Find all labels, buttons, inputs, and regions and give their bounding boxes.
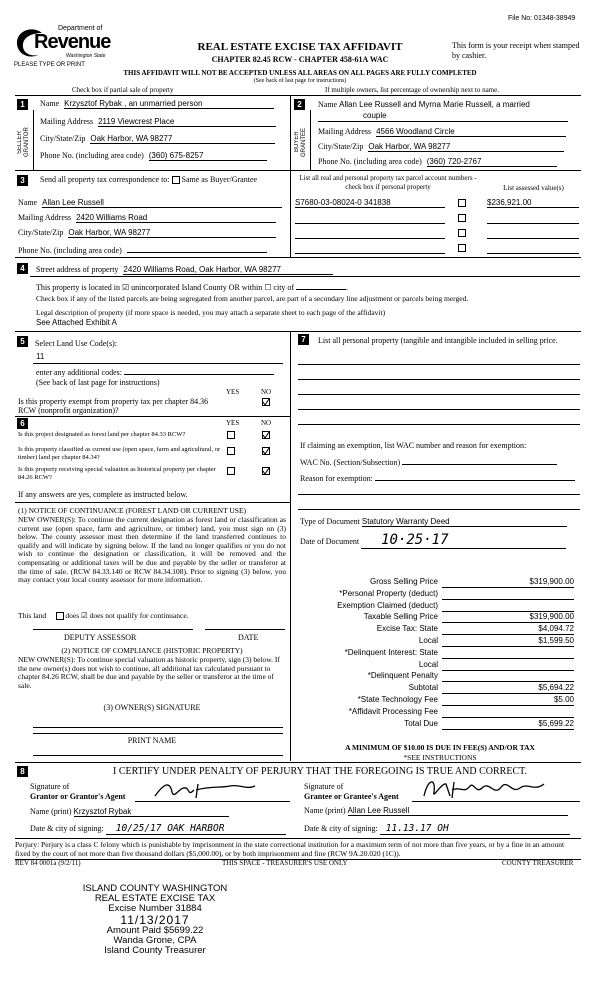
section-1-badge: 1 bbox=[17, 99, 28, 110]
section-3-badge: 3 bbox=[17, 175, 28, 186]
land-use-code[interactable]: 11 bbox=[36, 352, 45, 361]
seller-label: SELLER GRANTOR bbox=[17, 127, 30, 157]
totals-value[interactable]: $319,900.00 bbox=[442, 612, 574, 623]
same-as-buyer-checkbox[interactable] bbox=[172, 176, 180, 184]
grantor-print-name[interactable]: Krzysztof Rybak bbox=[74, 807, 229, 817]
assessed-value-field[interactable]: $236,921.00 bbox=[487, 198, 579, 208]
buyer-label: BUYER GRANTEE bbox=[294, 127, 307, 157]
section-8-badge: 8 bbox=[17, 766, 28, 777]
legal-description-label: Legal description of property (if more space is needed, you may attach a separate sheet to each page of the affidavit) bbox=[36, 308, 386, 317]
totals-value[interactable] bbox=[442, 589, 574, 600]
section-2-badge: 2 bbox=[294, 99, 305, 110]
form-chapter: CHAPTER 82.45 RCW - CHAPTER 458-61A WAC bbox=[211, 55, 389, 64]
buyer-name-field[interactable]: Allan Lee Russell and Myrna Marie Russell, a married bbox=[339, 100, 530, 109]
additional-codes-field[interactable] bbox=[124, 366, 274, 375]
totals-value[interactable] bbox=[442, 671, 574, 682]
grantor-date-city[interactable]: 10/25/17 OAK HARBOR bbox=[106, 823, 286, 835]
corr-name-field[interactable]: Allan Lee Russell bbox=[42, 198, 282, 208]
totals-label: *State Technology Fee bbox=[357, 695, 438, 704]
seller-name-field[interactable]: Krzysztof Rybak , an unmarried person bbox=[64, 99, 274, 109]
totals-value[interactable] bbox=[442, 660, 574, 671]
grantee-date-city[interactable]: 11.13.17 OH bbox=[380, 823, 570, 835]
seller-phone-field[interactable]: (360) 675-8257 bbox=[149, 151, 267, 161]
seller-name-row: Name Krzysztof Rybak , an unmarried person bbox=[40, 99, 285, 109]
partial-sale[interactable]: Check box if partial sale of property bbox=[72, 86, 174, 94]
notice-continuance-body: NEW OWNER(S): To continue the current designation as forest land or classification as current use (open space, farm and agriculture, or timber) land, you must sign on (3) below. The county assessor must then determine if the land transferred continues to qualify and will indicate by signing below. If the land no longer qualifies or you do not wish to continue the designation or classification, it will be removed and the compensating or additional taxes will be due and payable by the seller or transferor at the time of sale. (RCW 84.33.140 or RCW 84.34.108). Prior to signing (3) below, you may contact your local county assessor for more information. bbox=[18, 515, 286, 585]
dor-logo: Department of Revenue Washington State bbox=[14, 25, 124, 63]
corr-city-field[interactable]: Oak Harbor, WA 98277 bbox=[68, 228, 276, 238]
totals-label: Total Due bbox=[404, 718, 438, 728]
exempt-no-checkbox[interactable] bbox=[262, 398, 270, 406]
exempt-question: Is this property exempt from property tax per chapter 84.36 RCW (nonprofit organization)? bbox=[18, 397, 209, 415]
warning-text: THIS AFFIDAVIT WILL NOT BE ACCEPTED UNLESS ALL AREAS ON ALL PAGES ARE FULLY COMPLETED bbox=[123, 69, 477, 77]
parcel-number-field[interactable]: S7680-03-08024-0 341838 bbox=[295, 198, 445, 208]
forest-no-checkbox[interactable] bbox=[262, 431, 270, 439]
buyer-address-field[interactable]: 4566 Woodland Circle bbox=[376, 127, 566, 137]
legal-description-value[interactable]: See Attached Exhibit A bbox=[36, 318, 117, 327]
see-back: (See back of last page for instructions) bbox=[253, 78, 347, 84]
segregated-note[interactable]: Check box if any of the listed parcels are being segregated from another parcel, are part of a secondary line adjustment or parcels being merged. bbox=[36, 294, 469, 303]
section-6-badge: 6 bbox=[17, 418, 28, 429]
grantee-print-name[interactable]: Allan Lee Russell bbox=[348, 806, 568, 816]
minimum-fee-note: A MINIMUM OF $10.00 IS DUE IN FEE(S) AND/OR TAX bbox=[345, 743, 535, 752]
notice-continuance-title: (1) NOTICE OF CONTINUANCE (FOREST LAND OR CURRENT USE) bbox=[18, 506, 247, 515]
totals-label: Excise Tax: State bbox=[376, 624, 438, 634]
totals-value[interactable] bbox=[442, 648, 574, 659]
totals-label: Gross Selling Price bbox=[369, 577, 438, 586]
buyer-city-field[interactable]: Oak Harbor, WA 98277 bbox=[368, 142, 564, 152]
grantor-signature[interactable] bbox=[150, 778, 260, 802]
totals-label: *Affidavit Processing Fee bbox=[348, 706, 438, 716]
assessed-header: List assessed value(s) bbox=[503, 184, 564, 192]
totals-label: *Delinquent Penalty bbox=[367, 671, 438, 681]
multiple-owners-note: If multiple owners, list percentage of ownership next to name. bbox=[325, 86, 499, 94]
historic-no-checkbox[interactable] bbox=[262, 467, 270, 475]
totals-value[interactable]: $5.00 bbox=[442, 695, 574, 706]
form-title: REAL ESTATE EXCISE TAX AFFIDAVIT bbox=[197, 41, 403, 53]
please-type: PLEASE TYPE OR PRINT bbox=[14, 62, 85, 68]
totals-label: Subtotal bbox=[408, 683, 438, 693]
totals-label: Local bbox=[418, 659, 438, 669]
totals-label: *Delinquent Interest: State bbox=[344, 647, 438, 657]
buyer-name-row: Name Allan Lee Russell and Myrna Marie Russell, a married couple bbox=[318, 99, 580, 122]
seller-address-field[interactable]: 2119 Viewcrest Place bbox=[98, 117, 276, 127]
totals-value[interactable] bbox=[442, 601, 574, 612]
section-5-badge: 5 bbox=[17, 336, 28, 347]
file-number: File No: 01348-38949 bbox=[508, 15, 576, 22]
totals-label: Local bbox=[418, 636, 438, 645]
totals-value[interactable]: $4,094.72 bbox=[442, 624, 574, 635]
corr-address-field[interactable]: 2420 Williams Road bbox=[76, 213, 276, 223]
current-use-no-checkbox[interactable] bbox=[262, 447, 270, 455]
property-location[interactable]: This property is located in ☑ unincorporated Island County OR within ☐ city of bbox=[36, 283, 295, 292]
totals-value[interactable]: $319,900.00 bbox=[442, 577, 574, 588]
seller-city-field[interactable]: Oak Harbor, WA 98277 bbox=[90, 134, 275, 144]
document-date-field[interactable]: 10·25·17 bbox=[361, 532, 566, 549]
certify-statement: I CERTIFY UNDER PENALTY OF PERJURY THAT THE FOREGOING IS TRUE AND CORRECT. bbox=[113, 766, 527, 777]
buyer-phone-field[interactable]: (360) 720-2767 bbox=[427, 157, 557, 167]
totals-value[interactable]: $5,694.22 bbox=[442, 683, 574, 694]
section-4-badge: 4 bbox=[17, 263, 28, 274]
parcel-personal-checkbox[interactable] bbox=[458, 199, 466, 207]
perjury-notice: Perjury: Perjury is a class C felony which is punishable by imprisonment in the state correctional institution for a maximum term of not more than five years, or by a fine in an amount fixed by the court of not more than five thousand dollars ($5,000.00), or by both imprisonment and fine (RCW 9A.20.020 (1C)). bbox=[15, 840, 565, 858]
totals-value[interactable]: $1,599.50 bbox=[442, 636, 574, 647]
document-type-field[interactable]: Statutory Warranty Deed bbox=[362, 517, 567, 527]
exemption-reason-field[interactable] bbox=[375, 472, 575, 481]
totals-value[interactable]: $5,699.22 bbox=[442, 719, 574, 730]
totals-label: Exemption Claimed (deduct) bbox=[337, 600, 438, 610]
buyer-name-line2[interactable]: couple bbox=[318, 110, 568, 122]
parcel-header: List all real and personal property tax parcel account numbers - check box if personal property bbox=[299, 174, 477, 191]
corr-phone-field[interactable] bbox=[127, 243, 267, 253]
property-street-field[interactable]: 2420 Williams Road, Oak Harbor, WA 98277 bbox=[123, 265, 333, 275]
totals-label: *Personal Property (deduct) bbox=[339, 588, 438, 598]
wac-field[interactable] bbox=[402, 456, 557, 465]
form-revision: REV 84 0001a (9/2/11) bbox=[15, 859, 81, 867]
treasurer-stamp: ISLAND COUNTY WASHINGTON REAL ESTATE EXCISE TAX Excise Number 31884 11/13/2017 Amount Paid $5699.22 Wanda Grone, CPA Island County Treasurer bbox=[82, 883, 228, 956]
does-not-qualify[interactable]: ☑ does not qualify for continuance. bbox=[81, 611, 189, 620]
totals-value[interactable] bbox=[442, 707, 574, 718]
section-7-badge: 7 bbox=[298, 334, 309, 345]
receipt-note: This form is your receipt when stamped by cashier. bbox=[452, 41, 580, 60]
totals-label: Taxable Selling Price bbox=[363, 612, 438, 622]
grantee-signature[interactable] bbox=[420, 776, 550, 802]
